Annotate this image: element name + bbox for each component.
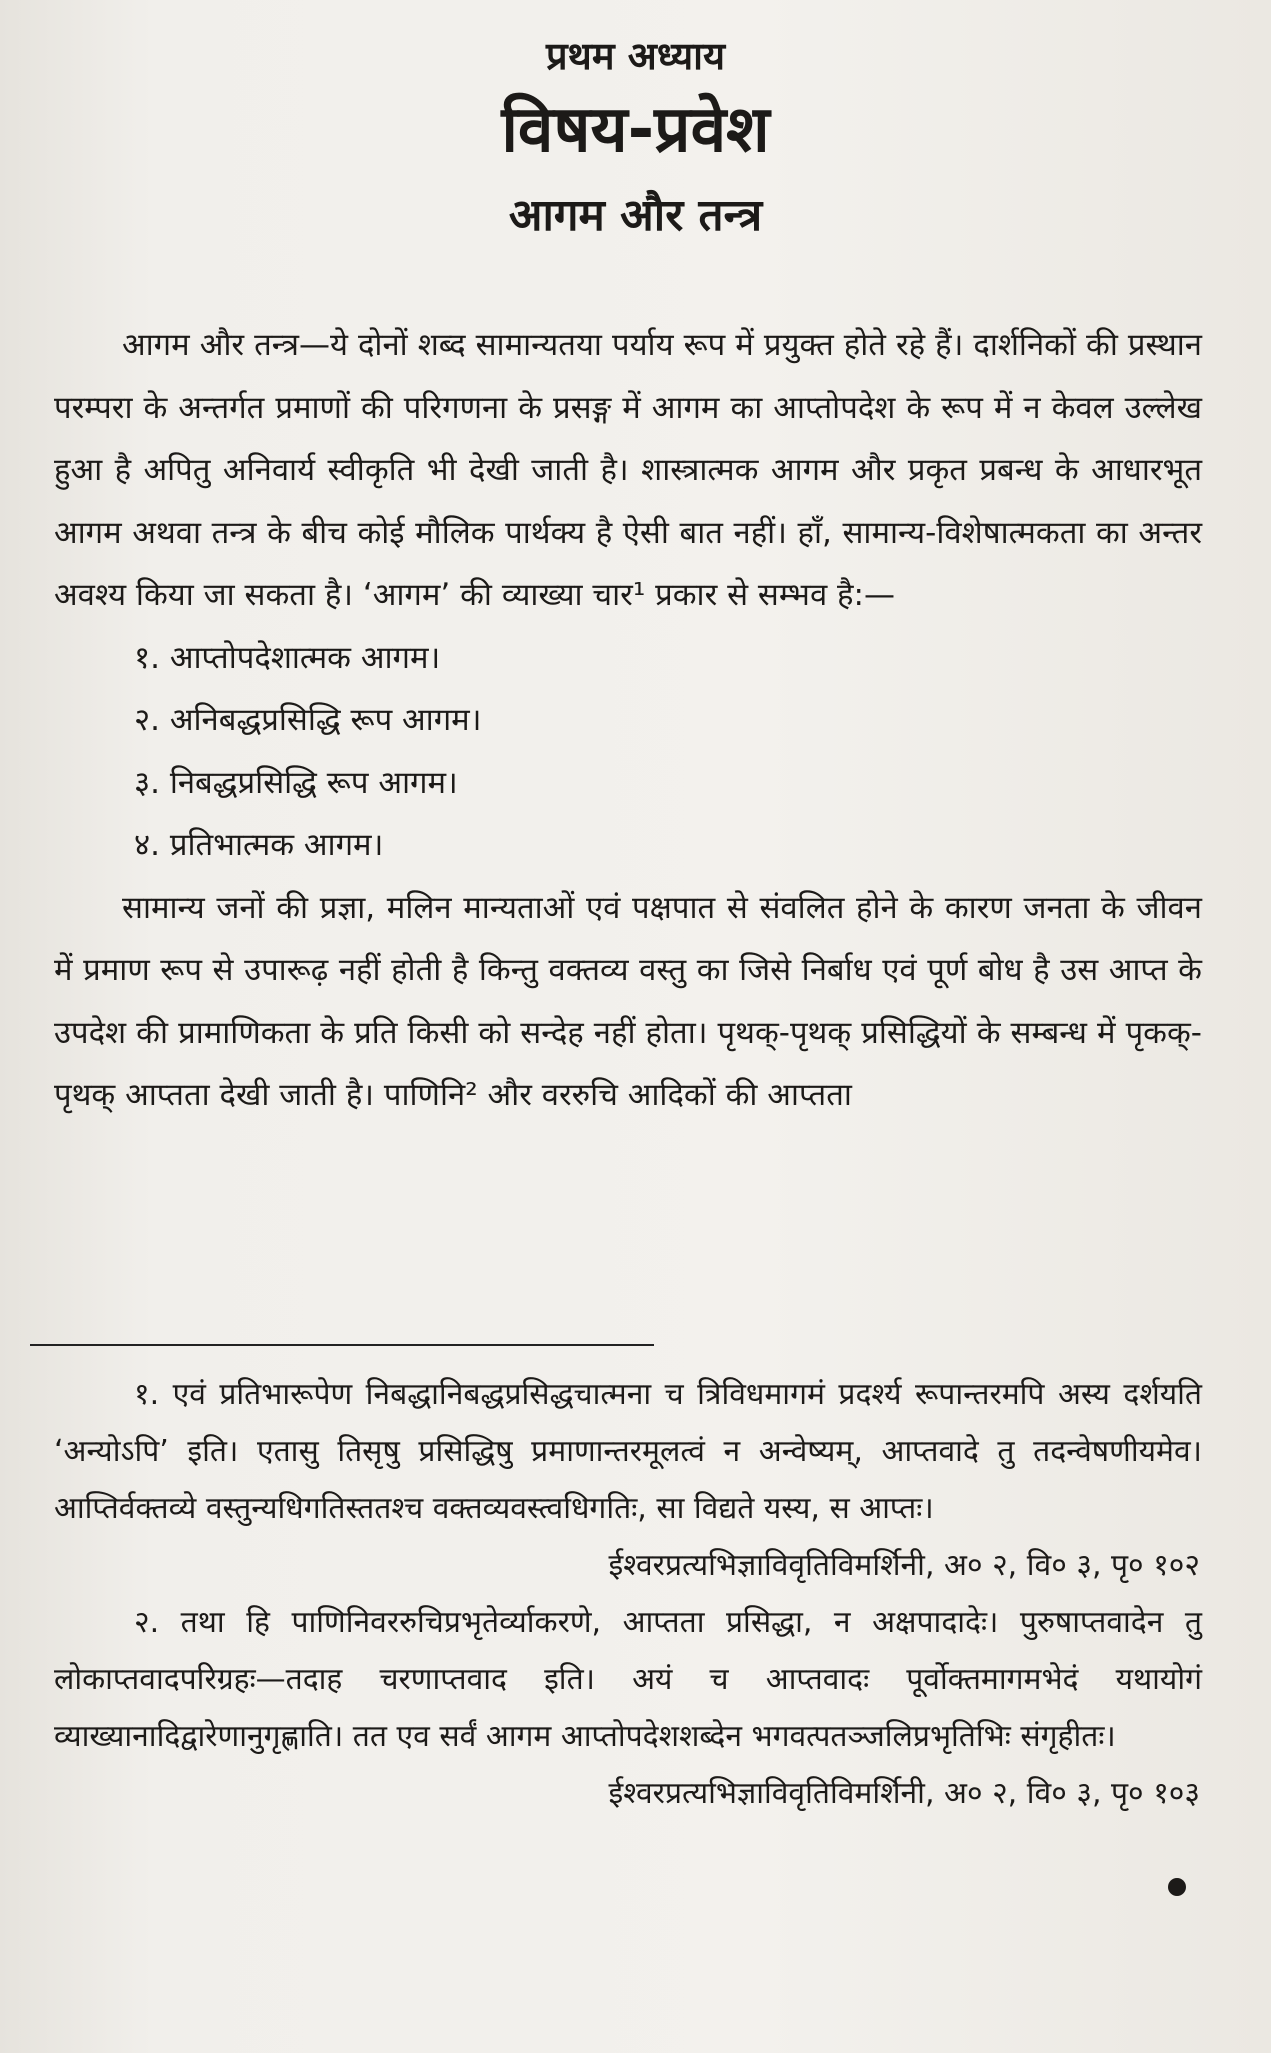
list-item: २. अनिबद्धप्रसिद्धि रूप आगम। [134, 702, 482, 738]
footnote-1-citation: ईश्वरप्रत्यभिज्ञाविवृतिविमर्शिनी, अ० २, वि० ३, पृ० १०२ [608, 1548, 1200, 1583]
chapter-label: प्रथम अध्याय [545, 34, 726, 78]
chapter-title: विषय-प्रवेश [501, 93, 770, 167]
ink-dot-mark [1168, 1878, 1186, 1896]
paragraph-intro: आगम और तन्त्र—ये दोनों शब्द सामान्यतया पर्याय रूप में प्रयुक्त होते रहे हैं। दार्शनिकों की प्रस्थान परम्परा के अन्तर्गत प्रमाणों की परिगणना के प्रसङ्ग में आगम का आप्तोपदेश के रूप में न केवल उल्लेख हुआ है अपितु अनिवार्य स्वीकृति भी देखी जाती है। शास्त्रात्मक आगम और प्रकृत प्रबन्ध के आधारभूत आगम अथवा तन्त्र के बीच कोई मौलिक पार्थक्य है ऐसी बात नहीं। हाँ, सामान्य-विशेषात्मकता का अन्तर अवश्य किया जा सकता है। ‘आगम’ की व्याख्या चार¹ प्रकार से सम्भव है:— [54, 327, 1202, 613]
paragraph-second: सामान्य जनों की प्रज्ञा, मलिन मान्यताओं एवं पक्षपात से संवलित होने के कारण जनता के जीवन में प्रमाण रूप से उपारूढ़ नहीं होती है किन्तु वक्तव्य वस्तु का जिसे निर्बाध एवं पूर्ण बोध है उस आप्त के उपदेश की प्रामाणिकता के प्रति किसी को सन्देह नहीं होता। पृथक्-पृथक् प्रसिद्धियों के सम्बन्ध में पृकक्-पृथक् आप्तता देखी जाती है। पाणिनि² और वररुचि आदिकों की आप्तता [54, 889, 1202, 1113]
footnotes [54, 1366, 1202, 1822]
section-title: आगम और तन्त्र [508, 190, 763, 241]
main-text [54, 314, 1202, 1127]
list-item: ३. निबद्धप्रसिद्धि रूप आगम। [134, 764, 458, 801]
footnote-1: १. एवं प्रतिभारूपेण निबद्धानिबद्धप्रसिद्धचात्मना च त्रिविधमागमं प्रदर्श्य रूपान्तरमपि अस्य दर्शयति ‘अन्योऽपि’ इति। एतासु तिसृषु प्रसिद्धिषु प्रमाणान्तरमूलत्वं न अन्वेष्यम्, आप्तवादे तु तदन्वेषणीयमेव। आप्तिर्वक्तव्ये वस्तुन्यधिगतिस्ततश्च वक्तव्यवस्त्वधिगतिः, सा विद्यते यस्य, स आप्तः। [54, 1377, 1202, 1526]
footnote-2: २. तथा हि पाणिनिवररुचिप्रभृतेर्व्याकरणे, आप्तता प्रसिद्धा, न अक्षपादादेः। पुरुषाप्तवादेन तु लोकाप्तवादपरिग्रहः—तदाह चरणाप्तवाद इति। अयं च आप्तवादः पूर्वोक्तमागमभेदं यथायोगं व्याख्यानादिद्वारेणानुगृह्णाति। तत एव सर्वं आगम आप्तोपदेशशब्देन भगवत्पतञ्जलिप्रभृतिभिः संगृहीतः। [54, 1605, 1202, 1754]
chapter-heading-block [0, 28, 1271, 248]
agama-types-list [54, 627, 1202, 877]
footnote-divider [30, 1344, 654, 1346]
footnote-2-citation: ईश्वरप्रत्यभिज्ञाविवृतिविमर्शिनी, अ० २, वि० ३, पृ० १०३ [608, 1776, 1200, 1811]
list-item: ४. प्रतिभात्मक आगम। [134, 827, 384, 863]
list-item: १. आप्तोपदेशात्मक आगम। [134, 639, 441, 676]
